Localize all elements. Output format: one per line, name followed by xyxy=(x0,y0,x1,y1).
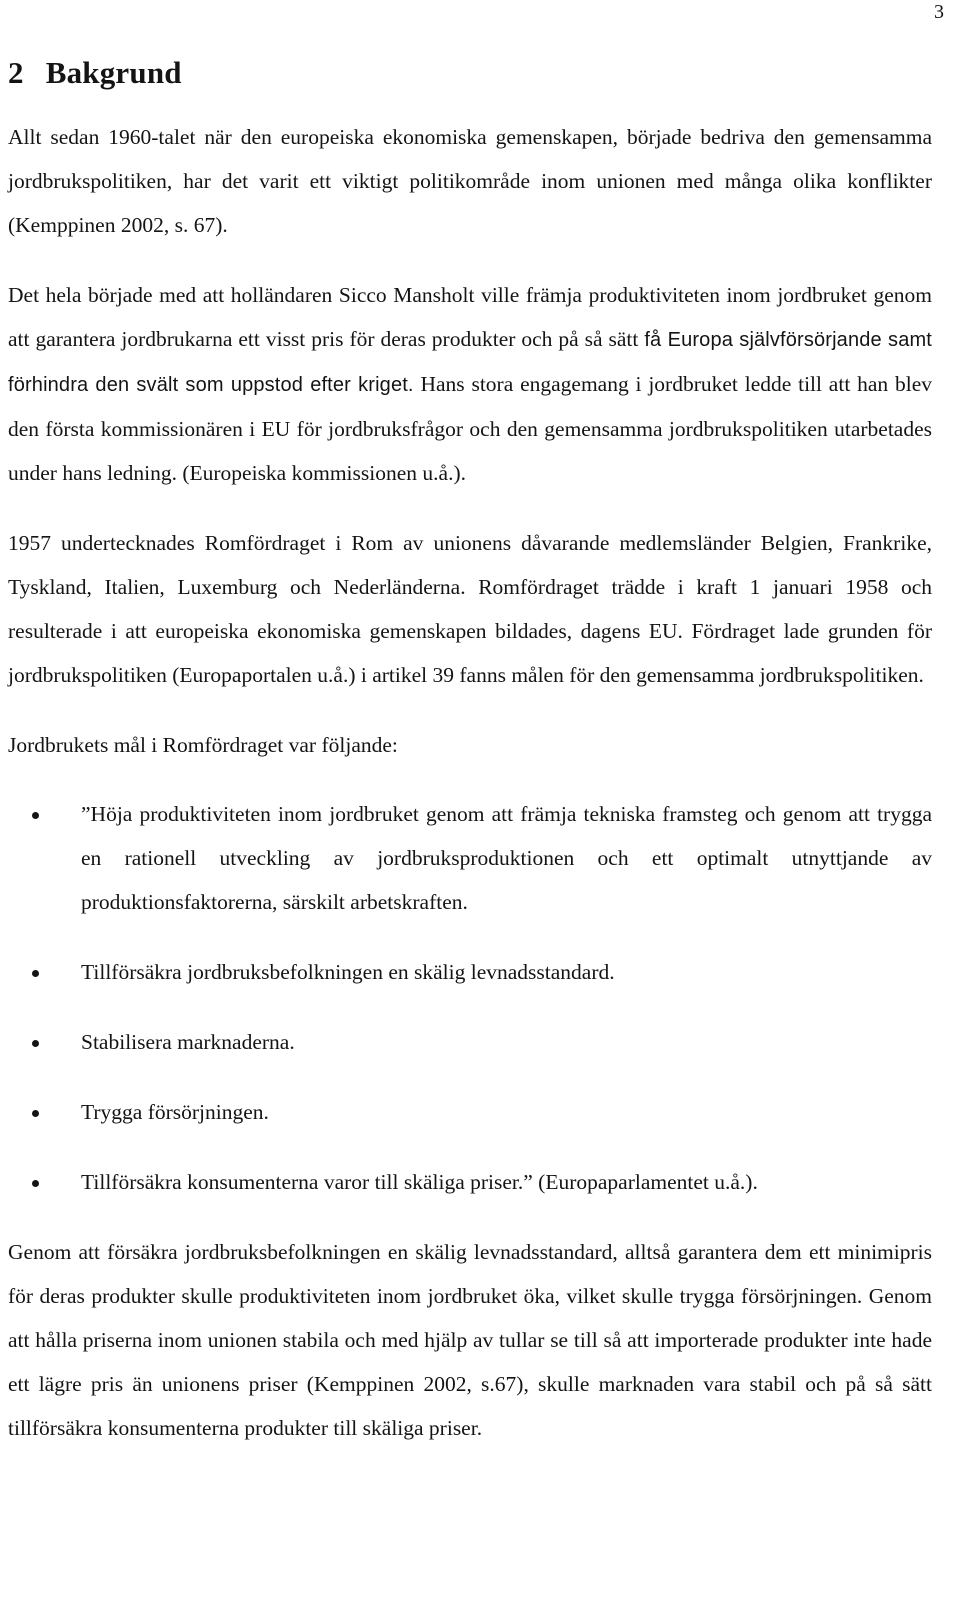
bullet-icon xyxy=(32,1040,39,1047)
paragraph-conclusion: Genom att försäkra jordbruksbefolkningen en skälig levnadsstandard, alltså garantera dem ett minimipris för deras produkter skulle produktiviteten inom jordbruket öka, vilket skulle trygga försörjningen. Genom att hålla priserna inom unionen stabila och med hjälp av tullar se till så att importerade produkter inte hade ett lägre pris än unionens priser (Kemppinen 2002, s.67), skulle marknaden vara stabil och på så sätt tillförsäkra konsumenterna produkter till skäliga priser. xyxy=(8,1240,932,1440)
list-item-text: Tillförsäkra jordbruksbefolkningen en skälig levnadsstandard. xyxy=(81,960,615,984)
list-item xyxy=(8,1160,932,1204)
paragraph-mansholt-part-2: få Europa självförsörjande samt förhindra den svält som uppstod efter kriget. xyxy=(8,329,932,396)
list-item xyxy=(8,950,932,994)
section-title: Bakgrund xyxy=(45,55,182,90)
paragraph-goals-intro: Jordbrukets mål i Romfördraget var följande: xyxy=(8,733,398,757)
paragraph-romfordraget: 1957 undertecknades Romfördraget i Rom av unionens dåvarande medlemsländer Belgien, Frankrike, Tyskland, Italien, Luxemburg och Nederländerna. Romfördraget trädde i kraft 1 januari 1958 och resulterade i att europeiska ekonomiska gemenskapen bildades, dagens EU. Fördraget lade grunden för jordbrukspolitiken (Europaportalen u.å.) i artikel 39 fanns målen för den gemensamma jordbrukspolitiken. xyxy=(8,531,932,687)
goals-list xyxy=(8,792,932,1204)
list-item xyxy=(8,1020,932,1064)
list-item-text: ”Höja produktiviteten inom jordbruket genom att främja tekniska framsteg och genom att trygga en rationell utveckling av jordbruksproduktionen och ett optimalt utnyttjande av produktionsfaktorerna, särskilt arbetskraften. xyxy=(81,802,932,914)
bullet-icon xyxy=(32,970,39,977)
bullet-icon xyxy=(32,1180,39,1187)
bullet-icon xyxy=(32,812,39,819)
paragraph-mansholt xyxy=(8,273,932,495)
section-heading xyxy=(8,50,932,96)
paragraph-intro: Allt sedan 1960-talet när den europeiska ekonomiska gemenskapen, började bedriva den gemensamma jordbrukspolitiken, har det varit ett viktigt politikområde inom unionen med många olika konflikter (Kemppinen 2002, s. 67). xyxy=(8,125,932,237)
document-body xyxy=(8,50,932,1450)
list-item xyxy=(8,792,932,924)
paragraph-mansholt-part-3: Hans stora engagemang i jordbruket ledde till att han blev den första kommissionären i EU för jordbruksfrågor och den gemensamma jordbrukspolitiken utarbetades under hans ledning. (Europeiska kommissionen u.å.). xyxy=(8,372,932,485)
bullet-icon xyxy=(32,1110,39,1117)
paragraph-mansholt-part-1: Det hela började med att holländaren Sicco Mansholt ville främja produktiviteten inom jordbruket genom att garantera jordbrukarna ett visst pris för deras produkter och på så sätt xyxy=(8,283,932,351)
list-item-text: Stabilisera marknaderna. xyxy=(81,1030,295,1054)
section-number: 2 xyxy=(8,55,24,90)
list-item xyxy=(8,1090,932,1134)
list-item-text: Tillförsäkra konsumenterna varor till skäliga priser.” (Europaparlamentet u.å.). xyxy=(81,1170,758,1194)
list-item-text: Trygga försörjningen. xyxy=(81,1100,269,1124)
page-number: 3 xyxy=(934,1,944,23)
